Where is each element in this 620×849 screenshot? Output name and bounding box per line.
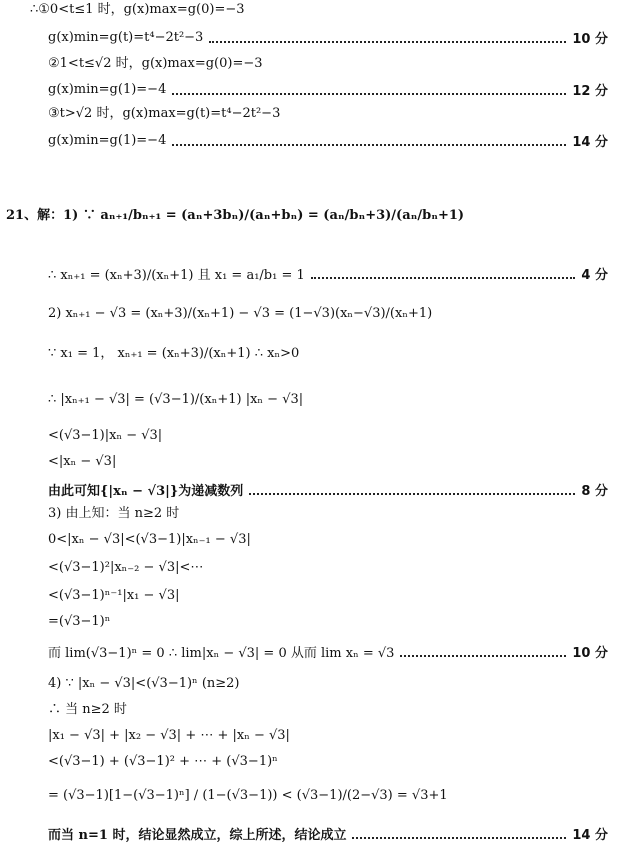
q21-part1-header: 21、解：1) ∵ aₙ₊₁/bₙ₊₁ = (aₙ+3bₙ)/(aₙ+bₙ) = (aₙ/bₙ+3)/(aₙ/bₙ+1) xyxy=(6,208,465,223)
q21-abs-diff: ∴ |xₙ₊₁ − √3| = (√3−1)/(xₙ+1) |xₙ − √3| xyxy=(48,392,304,407)
dot-leader xyxy=(172,85,566,95)
score-10-a: 10 分 xyxy=(572,32,608,47)
dot-leader xyxy=(249,485,575,495)
case1-min: g(x)min=g(t)=t⁴−2t²−3 xyxy=(48,30,204,45)
q21-limit-row xyxy=(48,642,608,661)
q21-ineq-2: <|xₙ − √3| xyxy=(48,454,117,469)
case3-max: ③t>√2 时，g(x)max=g(t)=t⁴−2t²−3 xyxy=(48,106,281,121)
q21-geometric: = (√3−1)[1−(√3−1)ⁿ] / (1−(√3−1)) < (√3−1)/(2−√3) = √3+1 xyxy=(48,788,448,803)
score-12: 12 分 xyxy=(572,84,608,99)
q21-ineq-1: <(√3−1)|xₙ − √3| xyxy=(48,428,163,443)
q21-decreasing-row xyxy=(48,480,608,499)
dot-leader xyxy=(209,33,566,43)
case1-min-row xyxy=(48,28,608,47)
case2-min-row xyxy=(48,80,608,99)
q21-part3-intro: 3) 由上知：当 n≥2 时 xyxy=(48,506,180,521)
q21-part4-given: 4) ∵ |xₙ − √3|<(√3−1)ⁿ (n≥2) xyxy=(48,676,240,691)
score-14-a: 14 分 xyxy=(572,135,608,150)
q21-positivity: ∵ x₁ = 1， xₙ₊₁ = (xₙ+3)/(xₙ+1) ∴ xₙ>0 xyxy=(48,346,300,361)
dot-leader xyxy=(172,136,566,146)
case3-min: g(x)min=g(1)=−4 xyxy=(48,133,167,148)
dot-leader xyxy=(352,829,566,839)
q21-part2-diff: 2) xₙ₊₁ − √3 = (xₙ+3)/(xₙ+1) − √3 = (1−√3)(xₙ−√3)/(xₙ+1) xyxy=(48,306,433,321)
dot-leader xyxy=(311,269,576,279)
q21-bound-2: <(√3−1)²|xₙ₋₂ − √3|<⋯ xyxy=(48,560,204,575)
case1-max: ∴①0<t≤1 时，g(x)max=g(0)=−3 xyxy=(30,2,245,17)
q21-bound-3: <(√3−1)ⁿ⁻¹|x₁ − √3| xyxy=(48,588,180,603)
case2-max: ②1<t≤√2 时，g(x)max=g(0)=−3 xyxy=(48,56,263,71)
q21-sum-bound: <(√3−1) + (√3−1)² + ⋯ + (√3−1)ⁿ xyxy=(48,754,278,769)
case3-min-row xyxy=(48,131,608,150)
q21-conclusion: 而当 n=1 时，结论显然成立，综上所述，结论成立 xyxy=(48,828,347,843)
case2-min: g(x)min=g(1)=−4 xyxy=(48,82,167,97)
score-14-b: 14 分 xyxy=(572,828,608,843)
q21-bound-1: 0<|xₙ − √3|<(√3−1)|xₙ₋₁ − √3| xyxy=(48,532,251,547)
score-10-b: 10 分 xyxy=(572,646,608,661)
q21-bound-4: =(√3−1)ⁿ xyxy=(48,614,111,629)
score-4: 4 分 xyxy=(581,268,608,283)
q21-recurrence: ∴ xₙ₊₁ = (xₙ+3)/(xₙ+1) 且 x₁ = a₁/b₁ = 1 xyxy=(48,268,305,283)
q21-conclusion-row xyxy=(48,824,608,843)
q21-part4-when: ∴ 当 n≥2 时 xyxy=(48,702,127,717)
q21-limit: 而 lim(√3−1)ⁿ = 0 ∴ lim|xₙ − √3| = 0 从而 lim xₙ = √3 xyxy=(48,646,395,661)
dot-leader xyxy=(400,647,566,657)
q21-decreasing: 由此可知{|xₙ − √3|}为递减数列 xyxy=(48,484,244,499)
score-8: 8 分 xyxy=(581,484,608,499)
q21-sum: |x₁ − √3| + |x₂ − √3| + ⋯ + |xₙ − √3| xyxy=(48,728,290,743)
q21-recurrence-row xyxy=(48,264,608,283)
